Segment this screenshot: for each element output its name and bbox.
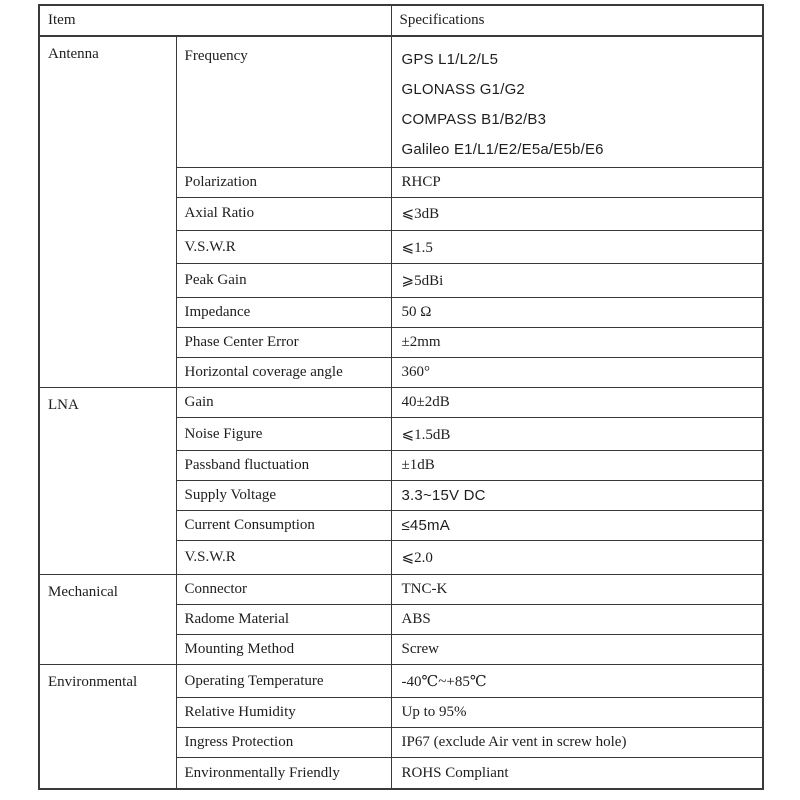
- column-header-item: Item: [39, 5, 391, 36]
- category-cell: Mechanical: [39, 574, 176, 664]
- spec-value-line: GPS L1/L2/L5: [401, 50, 499, 68]
- spec-label-cell: Environmentally Friendly: [176, 758, 391, 789]
- table-row: [39, 36, 763, 167]
- spec-label-cell: Polarization: [176, 167, 391, 197]
- spec-label-cell: Supply Voltage: [176, 481, 391, 511]
- spec-label-cell: Ingress Protection: [176, 728, 391, 758]
- spec-value-cell: -40℃~+85℃: [391, 664, 763, 697]
- spec-label-cell: Passband fluctuation: [176, 451, 391, 481]
- column-header-specifications: Specifications: [391, 5, 763, 36]
- spec-value-cell: [391, 36, 763, 167]
- specifications-table: [38, 4, 764, 790]
- spec-value-cell: ABS: [391, 604, 763, 634]
- spec-value-cell: ROHS Compliant: [391, 758, 763, 789]
- category-cell: Environmental: [39, 664, 176, 789]
- spec-value-cell: Screw: [391, 634, 763, 664]
- spec-value-cell: IP67 (exclude Air vent in screw hole): [391, 728, 763, 758]
- spec-value-cell: ±1dB: [391, 451, 763, 481]
- spec-value-cell: Up to 95%: [391, 698, 763, 728]
- spec-value-line: COMPASS B1/B2/B3: [401, 110, 547, 128]
- spec-label-cell: V.S.W.R: [176, 230, 391, 263]
- spec-label-cell: Gain: [176, 387, 391, 417]
- spec-label-cell: Relative Humidity: [176, 698, 391, 728]
- spec-value-cell: 50 Ω: [391, 297, 763, 327]
- spec-value-cell: ⩽1.5dB: [391, 417, 763, 450]
- spec-value-cell: 360°: [391, 357, 763, 387]
- table-body: [39, 36, 763, 789]
- spec-label-cell: Frequency: [176, 36, 391, 167]
- spec-label-cell: Peak Gain: [176, 264, 391, 297]
- spec-label-cell: Phase Center Error: [176, 327, 391, 357]
- spec-value-cell: ⩽2.0: [391, 541, 763, 574]
- spec-label-cell: Mounting Method: [176, 634, 391, 664]
- spec-label-cell: Connector: [176, 574, 391, 604]
- category-cell: LNA: [39, 387, 176, 574]
- spec-value-cell: ⩽3dB: [391, 197, 763, 230]
- spec-label-cell: Impedance: [176, 297, 391, 327]
- spec-value-line: Galileo E1/L1/E2/E5a/E5b/E6: [401, 140, 604, 158]
- spec-value-cell: 40±2dB: [391, 387, 763, 417]
- spec-value-cell: ≤45mA: [391, 511, 763, 541]
- spec-label-cell: Axial Ratio: [176, 197, 391, 230]
- spec-value-cell: TNC-K: [391, 574, 763, 604]
- spec-value-cell: ±2mm: [391, 327, 763, 357]
- spec-label-cell: Noise Figure: [176, 417, 391, 450]
- table-row: [39, 574, 763, 604]
- spec-label-cell: V.S.W.R: [176, 541, 391, 574]
- spec-value-cell: 3.3~15V DC: [391, 481, 763, 511]
- table-header-row: [39, 5, 763, 36]
- table-row: [39, 664, 763, 697]
- spec-label-cell: Horizontal coverage angle: [176, 357, 391, 387]
- spec-label-cell: Operating Temperature: [176, 664, 391, 697]
- spec-value-cell: RHCP: [391, 167, 763, 197]
- spec-label-cell: Radome Material: [176, 604, 391, 634]
- spec-value-line: GLONASS G1/G2: [401, 80, 525, 98]
- spec-value-cell: ⩾5dBi: [391, 264, 763, 297]
- category-cell: Antenna: [39, 36, 176, 387]
- spec-value-cell: ⩽1.5: [391, 230, 763, 263]
- table-row: [39, 387, 763, 417]
- spec-label-cell: Current Consumption: [176, 511, 391, 541]
